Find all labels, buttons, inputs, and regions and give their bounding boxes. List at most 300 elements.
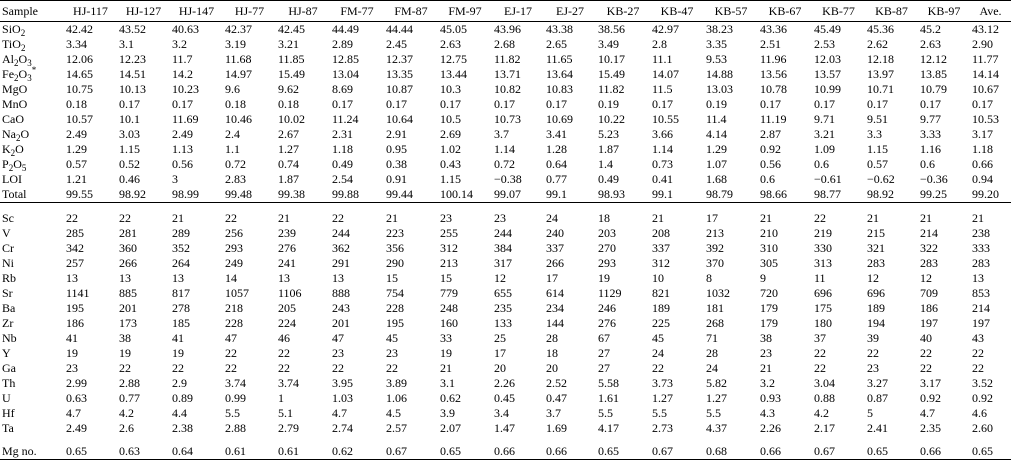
row-spacer xyxy=(0,436,1011,444)
table-cell: 0.64 xyxy=(170,444,223,460)
header-cell: HJ-87 xyxy=(276,1,330,22)
table-cell: 4.7 xyxy=(66,406,81,420)
table-cell: 11.69 xyxy=(172,112,199,126)
table-cell: 0.43 xyxy=(440,157,461,171)
table-cell: 195 xyxy=(386,316,404,330)
table-cell: 1.15 xyxy=(867,142,888,156)
table-cell: 1.09 xyxy=(814,142,835,156)
table-cell: 45.05 xyxy=(440,22,467,36)
table-cell: 22 xyxy=(225,346,237,360)
table-cell: 12 xyxy=(920,271,932,285)
table-cell: 2.91 xyxy=(386,127,407,141)
table-cell: 352 xyxy=(172,241,190,255)
table-cell: 10.67 xyxy=(972,82,999,96)
table-cell: 11.65 xyxy=(546,52,573,66)
table-cell: 0.52 xyxy=(119,157,140,171)
table-cell: 4.2 xyxy=(814,406,829,420)
table-cell: 13.57 xyxy=(814,67,841,81)
table-cell: 0.6 xyxy=(920,157,935,171)
table-cell: 5.5 xyxy=(225,406,240,420)
table-cell: 189 xyxy=(652,301,670,315)
table-cell: 2.49 xyxy=(66,421,87,435)
table-cell: 2.68 xyxy=(494,37,515,51)
table-cell: 203 xyxy=(598,226,616,240)
table-row xyxy=(0,444,1011,460)
row-label: Cr xyxy=(2,241,14,255)
table-cell: 1141 xyxy=(66,286,90,300)
header-cell: HJ-77 xyxy=(223,1,276,22)
table-cell: 98.99 xyxy=(170,187,223,203)
table-cell: 0.67 xyxy=(384,444,438,460)
table-cell: 3.66 xyxy=(652,127,673,141)
header-cell: FM-97 xyxy=(438,1,492,22)
table-cell: 356 xyxy=(386,241,404,255)
table-cell: 312 xyxy=(440,241,458,255)
table-cell: 2.54 xyxy=(332,172,353,186)
table-cell: 330 xyxy=(814,241,832,255)
table-cell: 22 xyxy=(119,361,131,375)
table-cell: 13 xyxy=(119,271,131,285)
table-cell: 47 xyxy=(225,331,237,345)
table-cell: 21 xyxy=(440,361,452,375)
table-cell: 276 xyxy=(278,241,296,255)
table-cell: 1057 xyxy=(225,286,249,300)
table-cell: 215 xyxy=(867,226,885,240)
table-cell: 214 xyxy=(972,301,990,315)
table-cell: 312 xyxy=(652,256,670,270)
table-cell: 305 xyxy=(760,256,778,270)
table-cell: 2.17 xyxy=(814,421,835,435)
table-cell: 2.73 xyxy=(652,421,673,435)
table-cell: 3.33 xyxy=(920,127,941,141)
table-row xyxy=(0,331,1011,346)
table-cell: 3.3 xyxy=(867,127,882,141)
table-row xyxy=(0,391,1011,406)
table-cell: 1.61 xyxy=(598,391,619,405)
table-cell: 18 xyxy=(598,211,610,225)
table-cell: 175 xyxy=(814,301,832,315)
table-cell: 2.63 xyxy=(920,37,941,51)
row-label: Y xyxy=(2,346,11,360)
table-cell: 2.26 xyxy=(494,376,515,390)
table-cell: 4.6 xyxy=(972,406,987,420)
table-cell: 0.6 xyxy=(760,172,775,186)
table-cell: 42.45 xyxy=(278,22,305,36)
table-cell: 240 xyxy=(546,226,564,240)
table-cell: 23 xyxy=(440,211,452,225)
table-cell: 3.89 xyxy=(386,376,407,390)
table-cell: 0.65 xyxy=(64,444,117,460)
table-cell: 0.61 xyxy=(223,444,276,460)
table-cell: 22 xyxy=(920,346,932,360)
table-cell: 45 xyxy=(386,331,398,345)
table-cell: 1.18 xyxy=(972,142,993,156)
table-cell: 0.89 xyxy=(172,391,193,405)
table-cell: 22 xyxy=(972,361,984,375)
table-cell: 5.82 xyxy=(706,376,727,390)
table-cell: 10.5 xyxy=(440,112,461,126)
table-cell: 0.49 xyxy=(598,172,619,186)
table-row xyxy=(0,37,1011,52)
table-cell: 21 xyxy=(972,211,984,225)
table-cell: 10.83 xyxy=(546,82,573,96)
table-cell: 11.85 xyxy=(278,52,305,66)
row-label: V xyxy=(2,226,11,240)
table-cell: 22 xyxy=(814,346,826,360)
table-cell: 3.2 xyxy=(172,37,187,51)
table-cell: 3.52 xyxy=(972,376,993,390)
table-cell: 11.96 xyxy=(760,52,787,66)
table-cell: 133 xyxy=(494,316,512,330)
table-cell: 285 xyxy=(66,226,84,240)
table-cell: 0.18 xyxy=(225,97,246,111)
table-cell: 293 xyxy=(598,256,616,270)
table-cell: 2.90 xyxy=(972,37,993,51)
table-cell: 362 xyxy=(332,241,350,255)
table-cell: 10.69 xyxy=(546,112,573,126)
table-cell: 3.74 xyxy=(225,376,246,390)
table-cell: 322 xyxy=(920,241,938,255)
table-cell: 709 xyxy=(920,286,938,300)
table-cell: 13.97 xyxy=(867,67,894,81)
table-cell: 754 xyxy=(386,286,404,300)
table-row xyxy=(0,421,1011,436)
table-row xyxy=(0,226,1011,241)
table-cell: 10.3 xyxy=(440,82,461,96)
table-cell: 2.63 xyxy=(440,37,461,51)
table-cell: 12.12 xyxy=(920,52,947,66)
table-cell: 888 xyxy=(332,286,350,300)
table-row xyxy=(0,346,1011,361)
table-cell: 21 xyxy=(386,211,398,225)
table-cell: 210 xyxy=(760,226,778,240)
table-cell: 2.41 xyxy=(867,421,888,435)
table-cell: 0.19 xyxy=(706,97,727,111)
table-cell: 5 xyxy=(867,406,873,420)
table-cell: 1032 xyxy=(706,286,730,300)
table-cell: 40 xyxy=(920,331,932,345)
row-label: Zr xyxy=(2,316,14,330)
table-cell: 42.42 xyxy=(66,22,93,36)
table-cell: 12.18 xyxy=(867,52,894,66)
table-cell: 213 xyxy=(440,256,458,270)
table-cell: 817 xyxy=(172,286,190,300)
table-cell: 0.65 xyxy=(865,444,918,460)
table-cell: 25 xyxy=(494,331,506,345)
table-cell: 281 xyxy=(119,226,137,240)
table-cell: 38.23 xyxy=(706,22,733,36)
table-cell: 22 xyxy=(278,361,290,375)
table-cell: 10.64 xyxy=(386,112,413,126)
table-cell: 45.36 xyxy=(867,22,894,36)
table-cell: 9.6 xyxy=(225,82,240,96)
table-cell: 241 xyxy=(278,256,296,270)
table-cell: 11.24 xyxy=(332,112,359,126)
table-cell: 11.1 xyxy=(652,52,673,66)
table-cell: 10.13 xyxy=(119,82,146,96)
row-label: Th xyxy=(2,376,16,390)
table-row xyxy=(0,127,1011,142)
table-cell: 13 xyxy=(278,271,290,285)
table-cell: 9.77 xyxy=(920,112,941,126)
table-cell: 333 xyxy=(972,241,990,255)
header-cell: EJ-17 xyxy=(492,1,544,22)
table-cell: 1.02 xyxy=(440,142,461,156)
table-cell: 22 xyxy=(66,211,78,225)
table-cell: 0.65 xyxy=(596,444,650,460)
table-cell: 1.27 xyxy=(706,391,727,405)
row-label: Rb xyxy=(2,271,17,285)
table-cell: 0.99 xyxy=(225,391,246,405)
table-cell: 0.17 xyxy=(119,97,140,111)
table-cell: 12.23 xyxy=(119,52,146,66)
table-cell: 5.58 xyxy=(598,376,619,390)
table-cell: 12.75 xyxy=(440,52,467,66)
table-cell: 3.41 xyxy=(546,127,567,141)
row-label: SiO$_2$ xyxy=(2,22,26,38)
table-cell: 44.44 xyxy=(386,22,413,36)
header-cell: KB-47 xyxy=(650,1,704,22)
table-cell: 2.88 xyxy=(225,421,246,435)
table-cell: 38.56 xyxy=(598,22,625,36)
table-cell: 0.17 xyxy=(172,97,193,111)
table-cell: 1106 xyxy=(278,286,302,300)
table-cell: 0.67 xyxy=(812,444,865,460)
table-cell: 0.62 xyxy=(440,391,461,405)
row-label: $Al_2O_3$ xyxy=(2,52,32,68)
table-cell: 181 xyxy=(706,301,724,315)
table-cell: 47 xyxy=(332,331,344,345)
table-row xyxy=(0,316,1011,331)
table-cell: 310 xyxy=(760,241,778,255)
table-cell: 3.03 xyxy=(119,127,140,141)
table-cell: 14.88 xyxy=(706,67,733,81)
table-cell: 268 xyxy=(706,316,724,330)
table-row xyxy=(0,112,1011,127)
table-cell: 3.9 xyxy=(440,406,455,420)
table-cell: 45.49 xyxy=(814,22,841,36)
row-label: Sc xyxy=(2,211,14,225)
table-cell: 45.2 xyxy=(920,22,941,36)
row-label: Ba xyxy=(2,301,16,315)
table-cell: 14.65 xyxy=(66,67,93,81)
table-cell: 2.8 xyxy=(652,37,667,51)
table-cell: 24 xyxy=(546,211,558,225)
table-cell: 1.18 xyxy=(332,142,353,156)
table-cell: 10.57 xyxy=(66,112,93,126)
table-cell: 3.95 xyxy=(332,376,353,390)
table-cell: 13.04 xyxy=(332,67,359,81)
table-cell: 22 xyxy=(386,361,398,375)
table-cell: 23 xyxy=(332,346,344,360)
header-cell: FM-87 xyxy=(384,1,438,22)
table-cell: 208 xyxy=(652,226,670,240)
row-label: Ga xyxy=(2,361,16,375)
table-cell: 0.67 xyxy=(650,444,704,460)
table-cell: 0.17 xyxy=(814,97,835,111)
table-cell: 0.87 xyxy=(867,391,888,405)
table-cell: 2.89 xyxy=(332,37,353,51)
table-cell: 2.4 xyxy=(225,127,240,141)
table-cell: 0.88 xyxy=(814,391,835,405)
table-cell: 10.82 xyxy=(494,82,521,96)
table-cell: 1.13 xyxy=(172,142,193,156)
table-cell: 12.03 xyxy=(814,52,841,66)
table-cell: 195 xyxy=(66,301,84,315)
table-cell: 27 xyxy=(598,346,610,360)
table-cell: 0.66 xyxy=(918,444,970,460)
table-cell: 10.46 xyxy=(225,112,252,126)
table-cell: 885 xyxy=(119,286,137,300)
table-cell: 21 xyxy=(920,211,932,225)
table-cell: 342 xyxy=(66,241,84,255)
table-cell: 3.34 xyxy=(66,37,87,51)
table-cell: 1.29 xyxy=(706,142,727,156)
table-cell: 186 xyxy=(66,316,84,330)
table-cell: 0.17 xyxy=(760,97,781,111)
row-label: Sr xyxy=(2,286,13,300)
table-cell: 99.38 xyxy=(276,187,330,203)
table-cell: 40.63 xyxy=(172,22,199,36)
header-cell: KB-77 xyxy=(812,1,865,22)
table-cell: 186 xyxy=(920,301,938,315)
table-cell: 3.17 xyxy=(972,127,993,141)
table-cell: 243 xyxy=(332,301,350,315)
table-cell: 10.71 xyxy=(867,82,894,96)
table-cell: 14 xyxy=(225,271,237,285)
header-cell: HJ-147 xyxy=(170,1,223,22)
table-cell: 224 xyxy=(278,316,296,330)
table-cell: 266 xyxy=(119,256,137,270)
table-cell: 266 xyxy=(546,256,564,270)
table-cell: 3.21 xyxy=(814,127,835,141)
table-cell: 0.17 xyxy=(440,97,461,111)
table-cell: 3.1 xyxy=(440,376,455,390)
table-cell: 0.92 xyxy=(972,391,993,405)
table-cell: 12.06 xyxy=(66,52,93,66)
table-row xyxy=(0,211,1011,226)
table-cell: 194 xyxy=(867,316,885,330)
table-cell: 14.14 xyxy=(972,67,999,81)
table-cell: 244 xyxy=(332,226,350,240)
table-cell: 21 xyxy=(172,211,184,225)
table-cell: 42.37 xyxy=(225,22,252,36)
table-cell: 3.19 xyxy=(225,37,246,51)
table-cell: 22 xyxy=(652,361,664,375)
table-cell: 21 xyxy=(652,211,664,225)
table-cell: 11.82 xyxy=(494,52,521,66)
table-cell: 0.66 xyxy=(492,444,544,460)
table-cell: 18 xyxy=(546,346,558,360)
table-cell: 10.78 xyxy=(760,82,787,96)
table-cell: 205 xyxy=(278,301,296,315)
table-cell: 185 xyxy=(172,316,190,330)
table-cell: 10.02 xyxy=(278,112,305,126)
header-cell: KB-97 xyxy=(918,1,970,22)
table-cell: 10.23 xyxy=(172,82,199,96)
table-cell: 235 xyxy=(494,301,512,315)
table-cell: 179 xyxy=(760,316,778,330)
table-cell: 20 xyxy=(546,361,558,375)
table-cell: 0.77 xyxy=(546,172,567,186)
table-cell: 246 xyxy=(598,301,616,315)
table-cell: 44.49 xyxy=(332,22,359,36)
table-cell: 2.51 xyxy=(760,37,781,51)
table-cell: 13.44 xyxy=(440,67,467,81)
table-cell: 43.36 xyxy=(760,22,787,36)
table-cell: 144 xyxy=(546,316,564,330)
table-cell: 0.47 xyxy=(546,391,567,405)
table-cell: 337 xyxy=(652,241,670,255)
table-cell: 98.66 xyxy=(758,187,812,203)
table-cell: 0.92 xyxy=(920,391,941,405)
table-cell: 17 xyxy=(706,211,718,225)
table-cell: 779 xyxy=(440,286,458,300)
row-label: Hf xyxy=(2,406,15,420)
header-cell: EJ-27 xyxy=(544,1,596,22)
table-cell: 13.64 xyxy=(546,67,573,81)
table-cell: 0.95 xyxy=(386,142,407,156)
table-cell: 256 xyxy=(225,226,243,240)
table-cell: 0.18 xyxy=(278,97,299,111)
table-cell: 13.85 xyxy=(920,67,947,81)
table-cell: 3.4 xyxy=(494,406,509,420)
table-cell: 21 xyxy=(278,211,290,225)
table-cell: 24 xyxy=(706,361,718,375)
table-cell: 1.27 xyxy=(278,142,299,156)
table-cell: 1129 xyxy=(598,286,622,300)
table-cell: 22 xyxy=(225,211,237,225)
table-cell: 228 xyxy=(225,316,243,330)
table-cell: 2.45 xyxy=(386,37,407,51)
table-cell: 11.4 xyxy=(706,112,727,126)
table-cell: 2.62 xyxy=(867,37,888,51)
table-cell: 0.66 xyxy=(972,157,993,171)
table-cell: 1.15 xyxy=(440,172,461,186)
table-cell: 238 xyxy=(972,226,990,240)
table-cell: 0.66 xyxy=(758,444,812,460)
table-cell: 4.5 xyxy=(386,406,401,420)
table-cell: 0.61 xyxy=(276,444,330,460)
header-cell: Ave. xyxy=(970,1,1011,22)
table-cell: 384 xyxy=(494,241,512,255)
header-sample: Sample xyxy=(0,1,64,22)
table-cell: 99.1 xyxy=(650,187,704,203)
table-cell: 1.15 xyxy=(119,142,140,156)
table-cell: 20 xyxy=(494,361,506,375)
table-cell: 22 xyxy=(920,361,932,375)
table-cell: 98.79 xyxy=(704,187,758,203)
table-cell: 0.94 xyxy=(972,172,993,186)
table-cell: 37 xyxy=(814,331,826,345)
table-cell: 41 xyxy=(172,331,184,345)
table-row xyxy=(0,376,1011,391)
table-cell: 10.79 xyxy=(920,82,947,96)
row-label: $K_2O$ xyxy=(2,142,24,158)
table-cell: 283 xyxy=(920,256,938,270)
table-cell: 19 xyxy=(66,346,78,360)
table-cell: 43.38 xyxy=(546,22,573,36)
table-cell: 0.91 xyxy=(386,172,407,186)
table-row xyxy=(0,67,1011,82)
table-row xyxy=(0,301,1011,316)
row-label: MnO xyxy=(2,97,28,111)
table-cell: 38 xyxy=(760,331,772,345)
table-cell: 2.83 xyxy=(225,172,246,186)
table-cell: 21 xyxy=(760,361,772,375)
table-row xyxy=(0,406,1011,421)
table-cell: 23 xyxy=(494,211,506,225)
